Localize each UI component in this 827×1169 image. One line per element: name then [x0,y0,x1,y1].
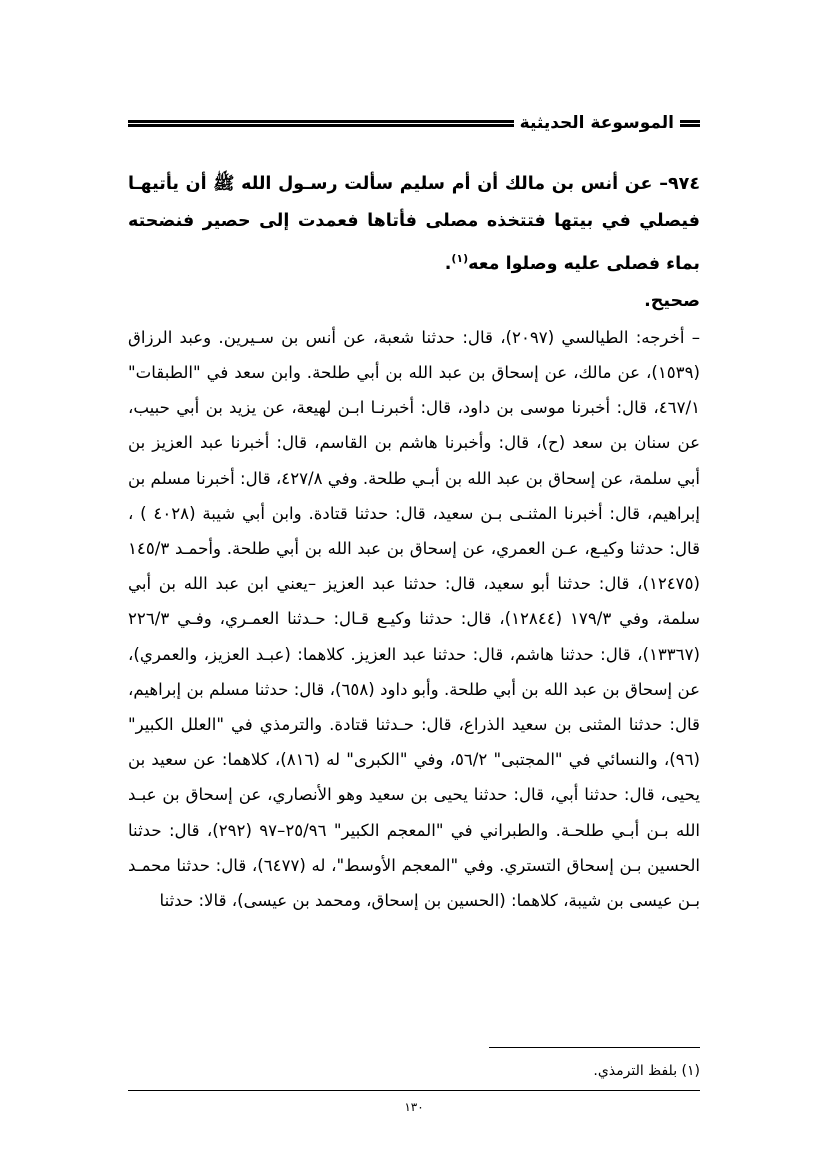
hadith-number: ٩٧٤– [659,174,701,194]
page-bottom-rule [128,1090,700,1091]
footnote-separator [489,1047,700,1048]
footnote-marker: (١) [451,252,469,265]
footnote: (١) بلفظ الترمذي. [593,1063,700,1079]
running-header [128,110,700,136]
main-text [128,166,700,918]
takhrij-text: – أخرجه: الطيالسي (٢٠٩٧)، قال: حدثنا شعبة، عن أنس بن سـيرين. وعبد الرزاق (١٥٣٩)، عن مالك، عن إسحاق بن عبد الله بن أبي طلحة. وابن سعد في "الطبقات" ٤٦٧/١، قال: أخبرنا موسى بن داود، قال: أخبرنـا ابـن لهيعة، عن يزيد بن أبي حبيب، عن سنان بن سعد (ح)، قال: وأخبرنا هاشم بن القاسم، قال: أخبرنا عبد العزيز بن أبي سلمة، عن إسحاق بن عبد الله بن أبـي طلحة. وفي ٤٢٧/٨، قال: أخبرنا مسلم بن إبراهيم، قال: أخبرنا المثنـى بـن سعيد، قال: حدثنا قتادة. وابن أبي شيبة (٤٠٢٨ ) ، قال: حدثنا وكيـع، عـن العمري، عن إسحاق بن عبد الله بن أبي طلحة. وأحمـد ١٤٥/٣ (١٢٤٧٥)، قال: حدثنا أبو سعيد، قال: حدثنا عبد العزيز –يعني ابن عبد الله بن أبي سلمة، وفي ١٧٩/٣ (١٢٨٤٤)، قال: حدثنا وكيـع قـال: حـدثنا العمـري، وفـي ٢٢٦/٣ (١٣٣٦٧)، قال: حدثنا هاشم، قال: حدثنا عبد العزيز. كلاهما: (عبـد العزيز، والعمري)، عن إسحاق بن عبد الله بن أبي طلحة. وأبو داود (٦٥٨)، قال: حدثنا مسلم بن إبراهيم، قال: حدثنا المثنى بن سعيد الذراع، قال: حـدثنا قتادة. والترمذي في "العلل الكبير" (٩٦)، والنسائي في "المجتبى" ٥٦/٢، وفي "الكبرى" له (٨١٦)، كلاهما: عن سعيد بن يحيى، قال: حدثنا أبي، قال: حدثنا يحيى بن سعيد وهو الأنصاري، عن إسحاق بن عبـد الله بـن أبـي طلحـة. والطبراني في "المعجم الكبير" ٢٥/٩٦–٩٧ (٢٩٢)، قال: حدثنا الحسين بـن إسحاق التستري. وفي "المعجم الأوسط"، له (٦٤٧٧)، قال: حدثنا محمـد بـن عيسى بن شيبة، كلاهما: (الحسين بن إسحاق، ومحمد بن عيسى)، قالا: حدثنا [128,327,701,911]
header-rule [128,120,514,127]
hadith-text [128,166,700,283]
hadith-end: . [444,253,452,274]
hadith-grade: صحيح. [644,290,700,311]
hadith-matn: عن أنس بن مالك أن أم سليم سألت رسـول الله ﷺ أن يأتيهـا فيصلي في بيتها فتتخذه مصلى فأتاها فعمدت إلى حصير فنضحته بماء فصلى عليه وصلوا معه [128,174,700,274]
header-rule-right [680,120,700,127]
page-number: ١٣٠ [404,1100,424,1114]
running-header-title: الموسوعة الحديثية [519,113,674,133]
